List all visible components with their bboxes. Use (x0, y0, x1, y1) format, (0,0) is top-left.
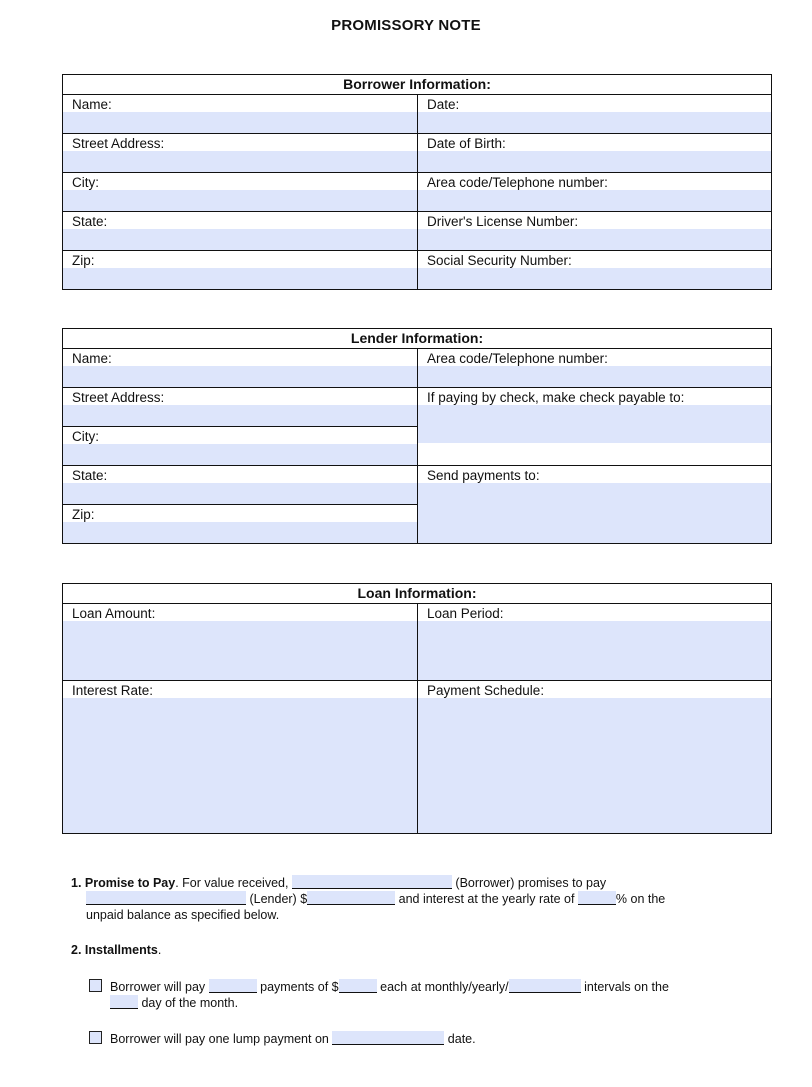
day-of-month-blank[interactable] (110, 995, 138, 1009)
promise-to-pay-heading: 1. Promise to Pay (71, 876, 176, 890)
borrower-state-field[interactable]: State: (63, 212, 418, 251)
lender-check-payable-field[interactable]: If paying by check, make check payable to: (418, 388, 772, 466)
interest-rate-field[interactable]: Interest Rate: (63, 681, 418, 834)
payment-schedule-field[interactable]: Payment Schedule: (418, 681, 772, 834)
payment-amount-blank[interactable] (339, 979, 377, 993)
installments-heading: 2. Installments (71, 943, 158, 957)
loan-period-field[interactable]: Loan Period: (418, 604, 772, 681)
document-title: PROMISSORY NOTE (331, 17, 481, 34)
number-of-payments-blank[interactable] (209, 979, 257, 993)
lender-name-field[interactable]: Name: (63, 349, 418, 388)
borrower-street-address-field[interactable]: Street Address: (63, 134, 418, 173)
principal-amount-blank[interactable] (307, 891, 395, 905)
clause-promise-to-pay: 1. Promise to Pay. For value received, (Borrower) promises to pay (Lender) $ and interest at the yearly rate of % on the unpaid balance as specified below. (71, 876, 666, 922)
borrower-date-of-birth-field[interactable]: Date of Birth: (418, 134, 772, 173)
borrower-telephone-field[interactable]: Area code/Telephone number: (418, 173, 772, 212)
loan-header: Loan Information: (63, 584, 772, 604)
interval-blank[interactable] (509, 979, 581, 993)
borrower-information-table (62, 74, 772, 290)
interest-rate-blank[interactable] (578, 891, 616, 905)
installment-option-lump-sum: Borrower will pay one lump payment on date. (89, 1031, 749, 1047)
loan-amount-field[interactable]: Loan Amount: (63, 604, 418, 681)
borrower-name-field[interactable]: Name: (63, 95, 418, 134)
lender-city-field[interactable]: City: (63, 427, 418, 466)
loan-information-table (62, 583, 772, 834)
lender-zip-field[interactable]: Zip: (63, 505, 418, 544)
borrower-city-field[interactable]: City: (63, 173, 418, 212)
lump-payment-checkbox[interactable] (89, 1031, 102, 1044)
lender-name-blank[interactable] (86, 891, 246, 905)
borrower-name-blank[interactable] (292, 875, 452, 889)
lender-send-payments-field[interactable]: Send payments to: (418, 466, 772, 544)
borrower-ssn-field[interactable]: Social Security Number: (418, 251, 772, 290)
lender-telephone-field[interactable]: Area code/Telephone number: (418, 349, 772, 388)
borrower-zip-field[interactable]: Zip: (63, 251, 418, 290)
borrower-header: Borrower Information: (63, 75, 772, 95)
lump-payment-date-blank[interactable] (332, 1031, 444, 1045)
installment-option-periodic: Borrower will pay payments of $ each at monthly/yearly/ intervals on the day of the month. (89, 979, 749, 1011)
borrower-date-field[interactable]: Date: (418, 95, 772, 134)
lender-state-field[interactable]: State: (63, 466, 418, 505)
lender-header: Lender Information: (63, 329, 772, 349)
clause-installments-heading-line: 2. Installments. (71, 943, 162, 957)
periodic-payments-checkbox[interactable] (89, 979, 102, 992)
lender-information-table (62, 328, 772, 544)
borrower-drivers-license-field[interactable]: Driver's License Number: (418, 212, 772, 251)
lender-street-address-field[interactable]: Street Address: (63, 388, 418, 427)
